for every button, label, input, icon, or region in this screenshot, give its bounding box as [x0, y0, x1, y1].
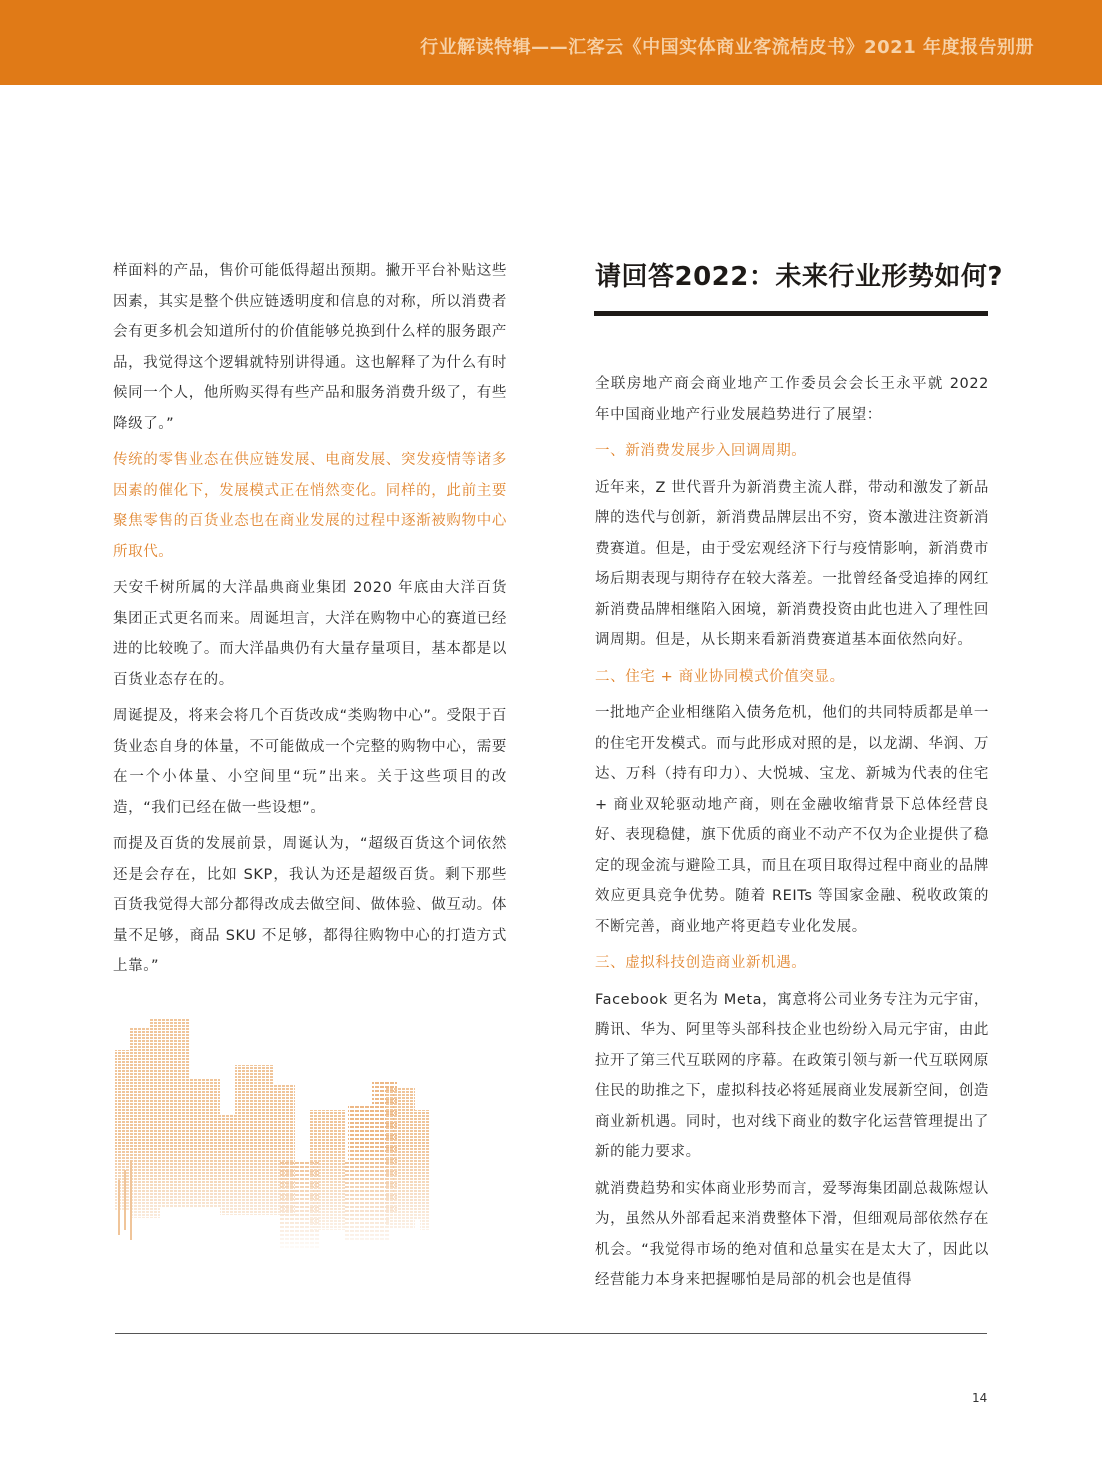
highlight-paragraph: 传统的零售业态在供应链发展、电商发展、突发疫情等诸多因素的催化下，发展模式正在悄然变化。同样的，此前主要聚焦零售的百货业态也在商业发展的过程中逐渐被购物中心所取代。 — [113, 452, 507, 560]
paragraph: 周诞提及，将来会将几个百货改成“类购物中心”。受限于百货业态自身的体量，不可能做成一个完整的购物中心，需要在一个小体量、小空间里“玩”出来。关于这些项目的改造，“我们已经在做一些设想”。 — [113, 708, 507, 816]
city-skyline-illustration — [110, 1010, 430, 1255]
section-heading-3: 三、虚拟科技创造商业新机遇。 — [595, 955, 807, 971]
paragraph: 就消费趋势和实体商业形势而言，爱琴海集团副总裁陈煜认为，虽然从外部看起来消费整体下滑，但细观局部依然存在机会。“我觉得市场的绝对值和总量实在是太大了，因此以经营能力本身来把握哪怕是局部的机会也是值得 — [595, 1180, 989, 1288]
paragraph: Facebook 更名为 Meta，寓意将公司业务专注为元宇宙，腾讯、华为、阿里等头部科技企业也纷纷入局元宇宙，由此拉开了第三代互联网的序幕。在政策引领与新一代互联网原住民的助推之下，虚拟科技必将延展商业发展新空间，创造商业新机遇。同时，也对线下商业的数字化运营管理提出了新的能力要求。 — [595, 991, 989, 1160]
left-column — [113, 256, 507, 982]
paragraph: 近年来，Z 世代晋升为新消费主流人群，带动和激发了新品牌的迭代与创新，新消费品牌层出不穷，资本激进注资新消费赛道。但是，由于受宏观经济下行与疫情影响，新消费市场后期表现与期待存在较大落差。一批曾经备受追捧的网红新消费品牌相继陷入困境，新消费投资由此也进入了理性回调周期。但是，从长期来看新消费赛道基本面依然向好。 — [595, 479, 989, 648]
title-divider — [594, 311, 988, 316]
paragraph: 天安千树所属的大洋晶典商业集团 2020 年底由大洋百货集团正式更名而来。周诞坦言，大洋在购物中心的赛道已经进的比较晚了。而大洋晶典仍有大量存量项目，基本都是以百货业态存在的。 — [113, 580, 507, 688]
intro-paragraph: 全联房地产商会商业地产工作委员会会长王永平就 2022 年中国商业地产行业发展趋势进行了展望： — [595, 376, 989, 423]
report-series-title: 行业解读特辑——汇客云《中国实体商业客流桔皮书》2021 年度报告别册 — [420, 37, 1034, 58]
footer-divider — [115, 1333, 987, 1334]
paragraph: 样面料的产品，售价可能低得超出预期。撇开平台补贴这些因素，其实是整个供应链透明度和信息的对称，所以消费者会有更多机会知道所付的价值能够兑换到什么样的服务跟产品，我觉得这个逻辑就特别讲得通。这也解释了为什么有时候同一个人，他所购买得有些产品和服务消费升级了，有些降级了。” — [113, 263, 507, 432]
section-title: 请回答2022：未来行业形势如何? — [595, 262, 1003, 292]
page-number: 14 — [972, 1391, 988, 1405]
paragraph: 而提及百货的发展前景，周诞认为，“超级百货这个词依然还是会存在，比如 SKP，我认为还是超级百货。剩下那些百货我觉得大部分都得改成去做空间、做体验、做互动。体量不足够，商品 SKU 不足够，都得往购物中心的打造方式上靠。” — [113, 836, 507, 974]
right-column — [595, 369, 989, 1296]
paragraph: 一批地产企业相继陷入债务危机，他们的共同特质都是单一的住宅开发模式。而与此形成对照的是，以龙湖、华润、万达、万科（持有印力）、大悦城、宝龙、新城为代表的住宅 + 商业双轮驱动地产商，则在金融收缩背景下总体经营良好、表现稳健，旗下优质的商业不动产不仅为企业提供了稳定的现金流与避险工具，而且在项目取得过程中商业的品牌效应更具竞争优势。随着 REITs 等国家金融、税收政策的不断完善，商业地产将更趋专业化发展。 — [595, 705, 989, 935]
section-heading-1: 一、新消费发展步入回调周期。 — [595, 443, 807, 459]
section-heading-2: 二、住宅 + 商业协同模式价值突显。 — [595, 668, 845, 685]
header-bar — [0, 0, 1102, 85]
